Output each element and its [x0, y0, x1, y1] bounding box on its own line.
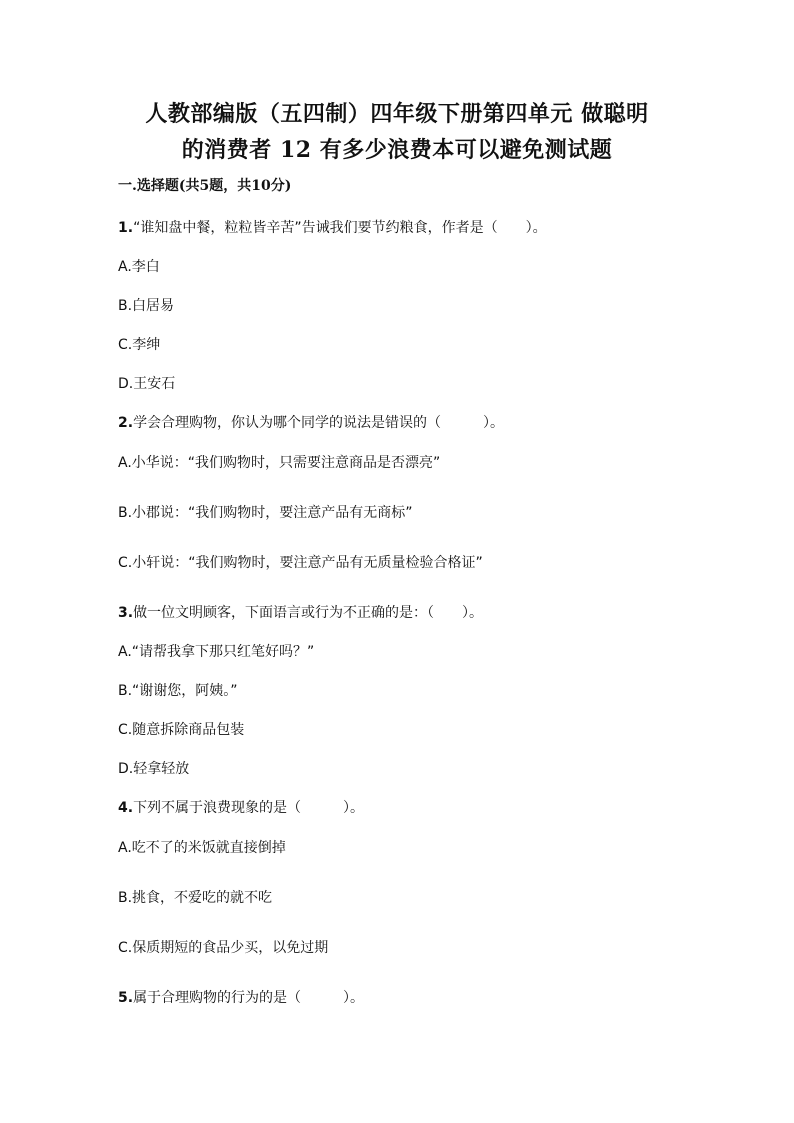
document-title: [110, 96, 684, 168]
question-1-option-b: B.白居易: [118, 298, 175, 314]
question-2-option-b: B.小郡说：“我们购物时，要注意产品有无商标”: [118, 505, 413, 521]
question-3-option-b: B.“谢谢您，阿姨。”: [118, 683, 238, 699]
question-text: 做一位文明顾客，下面语言或行为不正确的是：（ ）。: [133, 605, 484, 621]
section-heading: 一.选择题(共5题，共10分): [118, 178, 292, 194]
question-3-option-c: C.随意拆除商品包装: [118, 722, 245, 738]
question-1: [118, 218, 547, 238]
question-text: “谁知盘中餐，粒粒皆辛苦”告诫我们要节约粮食，作者是（ ）。: [133, 220, 547, 236]
question-1-option-a: A.李白: [118, 259, 160, 275]
question-number: 4.: [118, 800, 134, 816]
question-3-option-a: A.“请帮我拿下那只红笔好吗？”: [118, 644, 315, 660]
question-text: 学会合理购物，你认为哪个同学的说法是错误的（ ）。: [133, 415, 505, 431]
question-1-option-c: C.李绅: [118, 337, 161, 353]
question-number: 1.: [118, 220, 134, 236]
question-3-option-d: D.轻拿轻放: [118, 761, 190, 777]
question-number: 5.: [118, 990, 134, 1006]
question-4-option-b: B.挑食，不爱吃的就不吃: [118, 890, 273, 906]
title-line-2: 的消费者 12 有多少浪费本可以避免测试题: [181, 137, 613, 163]
question-2: [118, 413, 504, 433]
question-number: 2.: [118, 415, 134, 431]
question-4-option-c: C.保质期短的食品少买，以免过期: [118, 940, 329, 956]
question-4: [118, 798, 364, 818]
question-text: 属于合理购物的行为的是（ ）。: [133, 990, 365, 1006]
question-4-option-a: A.吃不了的米饭就直接倒掉: [118, 840, 286, 856]
question-2-option-c: C.小轩说：“我们购物时，要注意产品有无质量检验合格证”: [118, 555, 483, 571]
question-2-option-a: A.小华说：“我们购物时，只需要注意商品是否漂亮”: [118, 455, 441, 471]
question-number: 3.: [118, 605, 134, 621]
question-text: 下列不属于浪费现象的是（ ）。: [133, 800, 365, 816]
title-line-1: 人教部编版（五四制）四年级下册第四单元 做聪明: [145, 101, 649, 127]
question-1-option-d: D.王安石: [118, 376, 176, 392]
question-5: [118, 988, 364, 1008]
question-3: [118, 603, 483, 623]
